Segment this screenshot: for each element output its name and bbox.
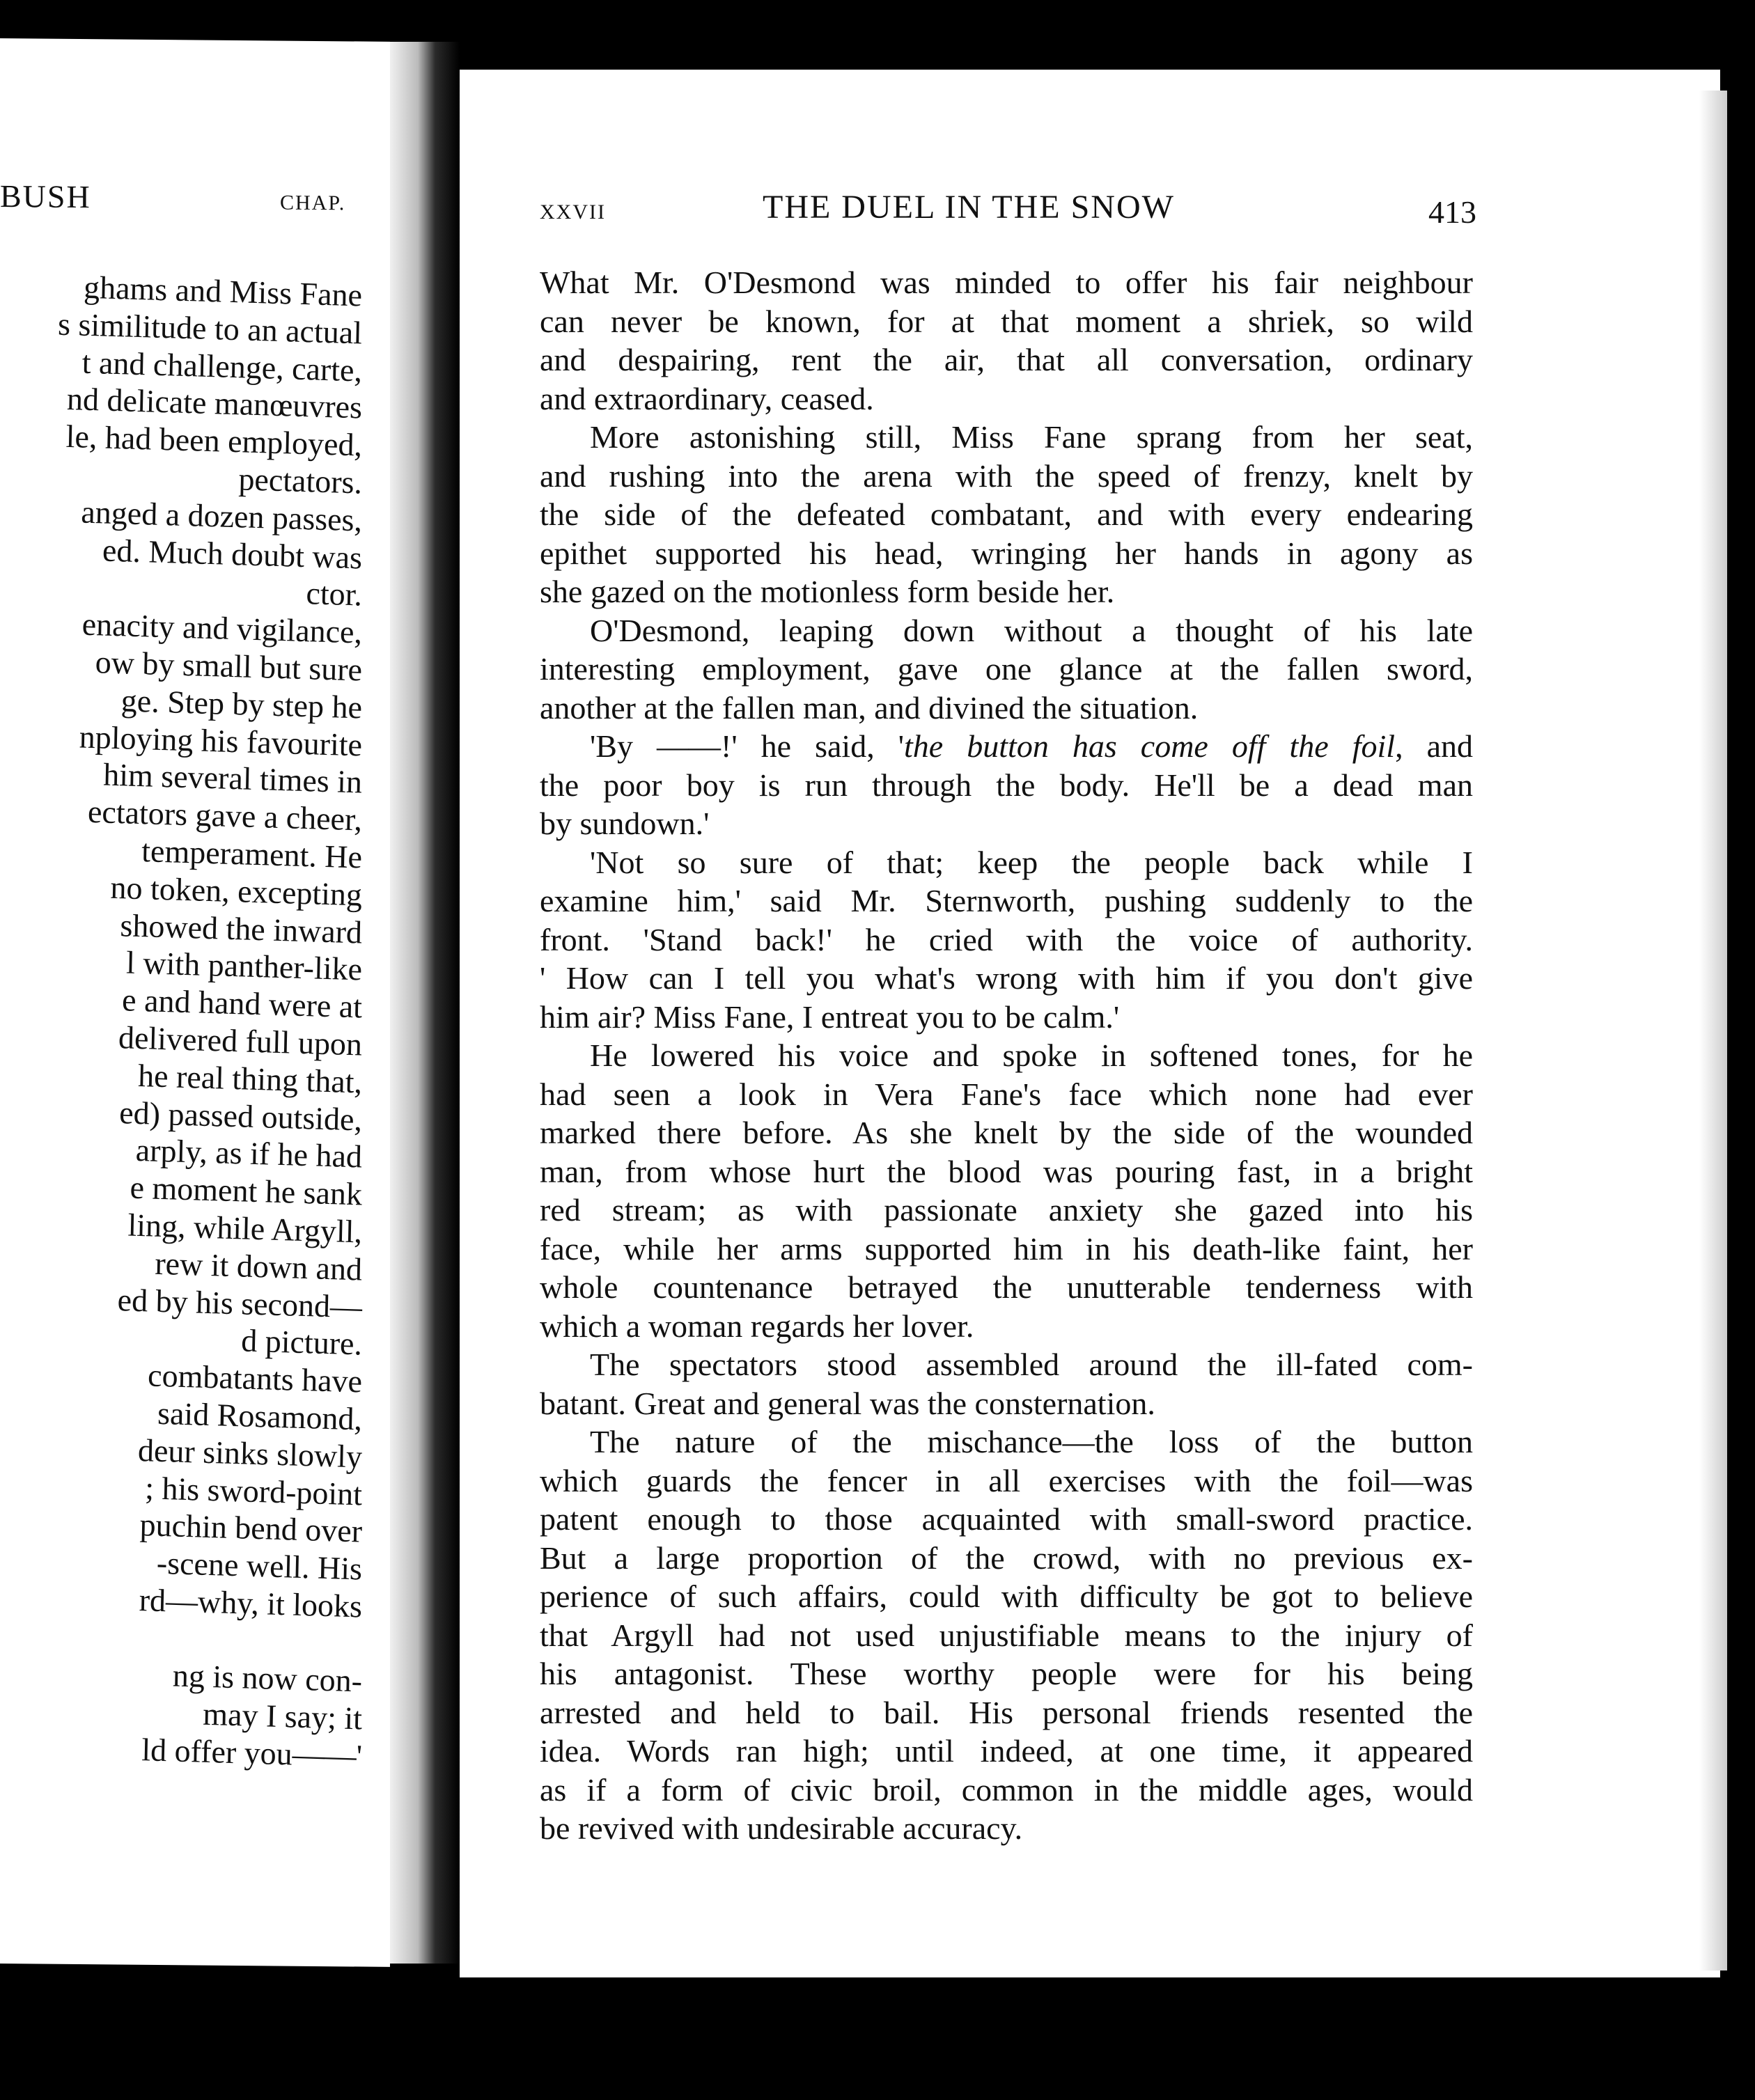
text-line: perience of such affairs, could with difficulty be got to believe: [540, 1578, 1473, 1614]
left-text-line: ed by his second—: [117, 1281, 363, 1325]
text-line: He lowered his voice and spoke in softened tones, for he: [590, 1037, 1473, 1073]
left-text-line: rd—why, it looks: [139, 1581, 363, 1624]
left-text-line: arply, as if he had: [135, 1132, 363, 1175]
left-text-line: d picture.: [240, 1322, 363, 1362]
left-text-line: delivered full upon: [118, 1019, 363, 1063]
left-page: [0, 38, 390, 1967]
text-line: and despairing, rent the air, that all conversation, ordinary: [540, 342, 1473, 377]
page-edge-shadow: [1699, 91, 1727, 1970]
page-number: 413: [1428, 194, 1476, 230]
left-text-line: he real thing that,: [137, 1057, 363, 1100]
left-text-line: showed the inward: [120, 907, 363, 950]
text-line: arrested and held to bail. His personal friends resented the: [540, 1694, 1473, 1730]
text-line: she gazed on the motionless form beside her.: [540, 574, 1115, 609]
text-line: 'Not so sure of that; keep the people back while I: [590, 844, 1473, 880]
text-line: and rushing into the arena with the speed of frenzy, knelt by: [540, 457, 1473, 494]
left-text-line: him several times in: [102, 756, 363, 800]
running-title: THE DUEL IN THE SNOW: [763, 189, 1175, 226]
italic-quote: the button has come off the foil: [904, 728, 1396, 764]
text-line: by sundown.': [540, 806, 710, 841]
text-line: face, while her arms supported him in his death-like faint, her: [540, 1230, 1473, 1267]
left-running-head: BUSH: [0, 178, 91, 215]
left-text-line: e and hand were at: [121, 982, 363, 1025]
book-gutter: [390, 42, 460, 1964]
text-line: interesting employment, gave one glance at the fallen sword,: [540, 651, 1473, 687]
left-text-line: temperament. He: [141, 833, 363, 875]
text-line: man, from whose hurt the blood was pouring fast, in a bright: [540, 1153, 1473, 1189]
text-line: [540, 727, 1473, 766]
text-line: whole countenance betrayed the unutterable tenderness with: [540, 1269, 1473, 1305]
chapter-number: XXVII: [540, 201, 606, 224]
right-page-text: [540, 263, 1473, 1848]
text-line: another at the fallen man, and divined the situation.: [540, 689, 1199, 726]
text-line: and extraordinary, ceased.: [540, 380, 874, 416]
text-line: which guards the fencer in all exercises with the foil—was: [540, 1462, 1473, 1498]
left-text-line: nploying his favourite: [79, 719, 363, 763]
left-text-line: e moment he sank: [130, 1169, 363, 1212]
left-chap-label: CHAP.: [280, 191, 346, 215]
left-text-line: ld offer you——': [141, 1732, 363, 1774]
text-line: had seen a look in Vera Fane's face which none had ever: [540, 1076, 1473, 1112]
text-line: be revived with undesirable accuracy.: [540, 1810, 1023, 1846]
text-line: More astonishing still, Miss Fane sprang from her seat,: [590, 419, 1473, 455]
left-text-line: deur sinks slowly: [137, 1432, 363, 1475]
left-text-line: puchin bend over: [139, 1507, 363, 1549]
left-page-text: [0, 269, 363, 1775]
left-text-line: ectators gave a cheer,: [87, 794, 363, 838]
text-line: batant. Great and general was the consternation.: [540, 1385, 1155, 1421]
text-line: that Argyll had not used unjustifiable means to the injury of: [540, 1617, 1473, 1653]
left-text-line: enacity and vigilance,: [81, 606, 363, 650]
text-segment: , and: [1395, 728, 1474, 764]
left-text-line: le, had been employed,: [65, 418, 363, 463]
right-page-header: [540, 188, 1476, 244]
text-line: idea. Words ran high; until indeed, at one time, it appeared: [540, 1733, 1473, 1769]
text-line: red stream; as with passionate anxiety she gazed into his: [540, 1192, 1473, 1228]
left-text-line: said Rosamond,: [157, 1395, 363, 1437]
text-line: marked there before. As she knelt by the side of the wounded: [540, 1115, 1473, 1150]
left-text-line: -scene well. His: [156, 1544, 363, 1587]
left-text-line: may I say; it: [202, 1696, 363, 1737]
left-text-line: ow by small but sure: [95, 644, 363, 688]
left-text-line: l with panther-like: [125, 944, 363, 987]
left-text-line: pectators.: [237, 461, 363, 501]
left-text-line: nd delicate manœuvres: [66, 381, 363, 425]
text-line: What Mr. O'Desmond was minded to offer his fair neighbour: [540, 265, 1473, 300]
text-line: examine him,' said Mr. Sternworth, pushing suddenly to the: [540, 883, 1473, 918]
text-line: O'Desmond, leaping down without a thought of his late: [590, 612, 1473, 648]
left-page-header: [0, 178, 390, 237]
left-text-line: ; his sword-point: [144, 1469, 363, 1512]
left-text-line: ed) passed outside,: [118, 1094, 363, 1138]
text-line: the side of the defeated combatant, and with every endearing: [540, 496, 1473, 532]
text-segment: 'By ——!' he said, ': [590, 728, 905, 764]
left-text-line: ling, while Argyll,: [127, 1207, 363, 1250]
text-line: him air? Miss Fane, I entreat you to be calm.': [540, 998, 1120, 1035]
left-text-line: no token, excepting: [110, 869, 363, 913]
text-line: as if a form of civic broil, common in the middle ages, would: [540, 1771, 1473, 1808]
left-text-line: ng is now con-: [172, 1657, 363, 1700]
text-line: ' How can I tell you what's wrong with him if you don't give: [540, 960, 1473, 996]
left-text-line: rew it down and: [154, 1245, 363, 1287]
text-line: The nature of the mischance—the loss of the button: [590, 1424, 1473, 1459]
text-line: epithet supported his head, wringing her hands in agony as: [540, 535, 1473, 571]
text-line: his antagonist. These worthy people were for his being: [540, 1656, 1473, 1691]
text-line: the poor boy is run through the body. He'll be a dead man: [540, 767, 1473, 803]
left-text-line: t and challenge, carte,: [81, 344, 363, 389]
left-text-line: s similitude to an actual: [57, 306, 363, 351]
left-text-line: ge. Step by step he: [120, 682, 363, 726]
left-text-line: ghams and Miss Fane: [83, 269, 363, 313]
text-line: can never be known, for at that moment a shriek, so wild: [540, 303, 1473, 339]
text-line: The spectators stood assembled around the ill-fated com-: [590, 1347, 1473, 1382]
text-line: patent enough to those acquainted with small-sword practice.: [540, 1501, 1473, 1537]
text-line: which a woman regards her lover.: [540, 1308, 974, 1344]
left-text-line: anged a dozen passes,: [80, 494, 363, 538]
left-text-line: ed. Much doubt was: [102, 532, 363, 576]
left-text-line: ctor.: [306, 575, 363, 613]
text-line: But a large proportion of the crowd, with no previous ex-: [540, 1539, 1473, 1576]
text-line: front. 'Stand back!' he cried with the voice of authority.: [540, 921, 1473, 957]
left-text-line: combatants have: [147, 1357, 363, 1400]
